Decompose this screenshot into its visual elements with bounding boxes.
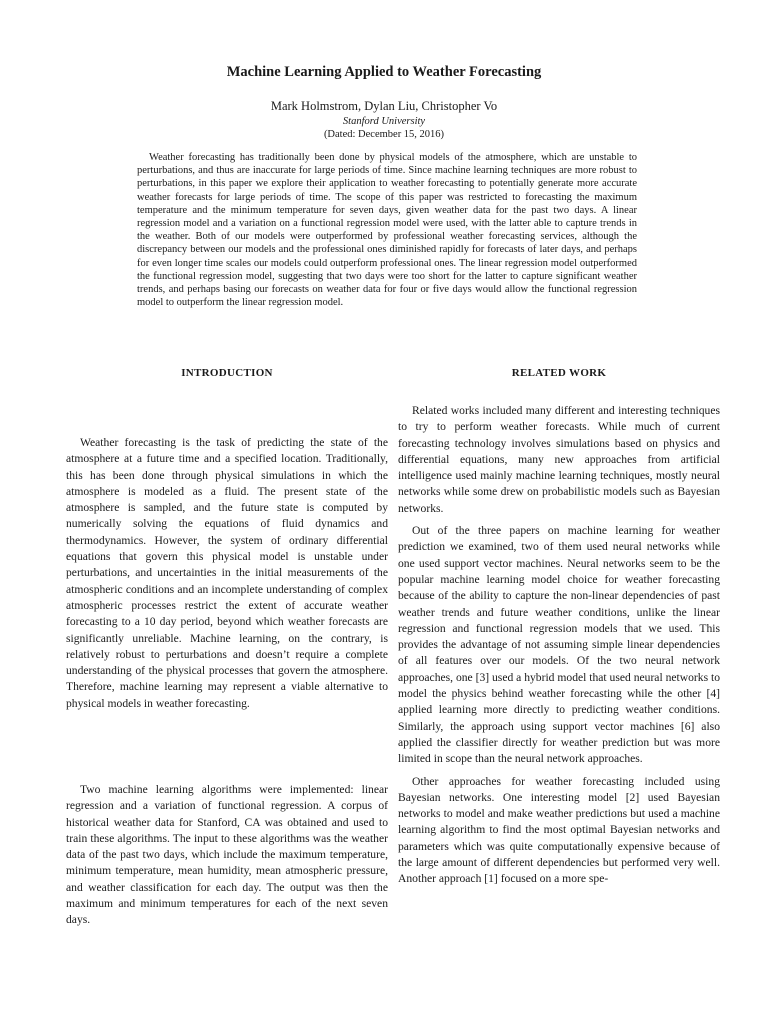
introduction-heading: INTRODUCTION — [181, 367, 273, 379]
abstract: Weather forecasting has traditionally been done by physical models of the atmosphere, which are unstable to perturbations, and thus are inaccurate for large periods of time. Since machine learning techniques are more robust to perturbations, in this paper we explore their application to weather forecasting to potentially generate more accurate weather forecasts for large periods of time. The scope of this paper was restricted to forecasting the maximum temperature and the minimum temperature for seven days, given weather data for the past two days. A linear regression model and a variation on a functional regression model were used, with the latter able to capture trends in the weather. Both of our models were outperformed by professional weather forecasting services, although the discrepancy between our models and the professional ones diminished rapidly for forecasts of later days, and perhaps for even longer time scales our models could outperform professional ones. The linear regression model outperformed the functional regression model, suggesting that two days were too short for the latter to capture significant weather trends, and perhaps basing our forecasts on weather data for four or five days would allow the functional regression model to outperform the linear regression model. — [137, 152, 637, 309]
related-paragraph-1: Related works included many different and interesting techniques to try to perform weather forecasts. While much of current forecasting technology involves simulations based on physics and differential equations, many new approaches from artificial intelligence used mainly machine learning techniques, mostly neural networks while some drew on probabilistic models such as Bayesian networks. — [398, 404, 720, 515]
intro-paragraph-2: Two machine learning algorithms were implemented: linear regression and a variation of functional regression. A corpus of historical weather data for Stanford, CA was obtained and used to train these algorithms. The input to these algorithms was the weather data of the past two days, which include the maximum temperature, minimum temperature, mean humidity, mean atmospheric pressure, and weather classification for each day. The output was then the maximum and minimum temperatures for each of the next seven days. — [66, 783, 388, 927]
paper-title: Machine Learning Applied to Weather Forecasting — [226, 64, 542, 80]
related-work-heading: RELATED WORK — [511, 367, 607, 379]
affiliation: Stanford University — [342, 116, 426, 127]
related-paragraph-3: Other approaches for weather forecasting included using Bayesian networks. One interesting model [2] used Bayesian networks to model and make weather predictions but used a machine learning algorithm to find the most optimal Bayesian networks and parameters which was quite computationally expensive because of the large amount of different dependencies but performed very well. Another approach [1] focused on a more spe- — [398, 774, 720, 886]
related-paragraph-2: Out of the three papers on machine learning for weather prediction we examined, two of them used neural networks while one used support vector machines. Neural networks seem to be the popular machine learning model choice for weather forecasting because of the ability to capture the non-linear dependencies of past weather trends and future weather conditions, unlike the linear regression and functional regression models that we used. This provides the advantage of not assuming simple linear dependencies of all features over our models. Of the two neural network approaches, one [3] used a hybrid model that used neural networks to model the physics behind weather forecasting while the other [4] applied learning more directly to predicting weather conditions. Similarly, the approach using support vector machines [6] also applied the classifier directly for weather prediction but was more limited in scope than the neural network approaches. — [398, 524, 720, 766]
related-work-body — [398, 403, 720, 894]
author-list: Mark Holmstrom, Dylan Liu, Christopher Vo — [270, 99, 498, 113]
date-line: (Dated: December 15, 2016) — [323, 129, 445, 140]
intro-paragraph-1: Weather forecasting is the task of predicting the state of the atmosphere at a future time and a specified location. Traditionally, this has been done through physical simulations in which the atmosphere is modeled as a fluid. The present state of the atmosphere is sampled, and the future state is computed by numerically solving the equations of fluid dynamics and thermodynamics. However, the system of ordinary differential equations that govern this physical model is unstable under perturbations, and uncertainties in the initial measurements of the atmospheric conditions and an incomplete understanding of complex atmospheric processes restrict the extent of accurate weather forecasting to a 10 day period, beyond which weather forecasts are significantly unreliable. Machine learning, on the contrary, is relatively robust to perturbations and doesn’t require a complete understanding of the physical processes that govern the atmosphere. Therefore, machine learning may represent a viable alternative to physical models in weather forecasting. — [66, 436, 388, 710]
